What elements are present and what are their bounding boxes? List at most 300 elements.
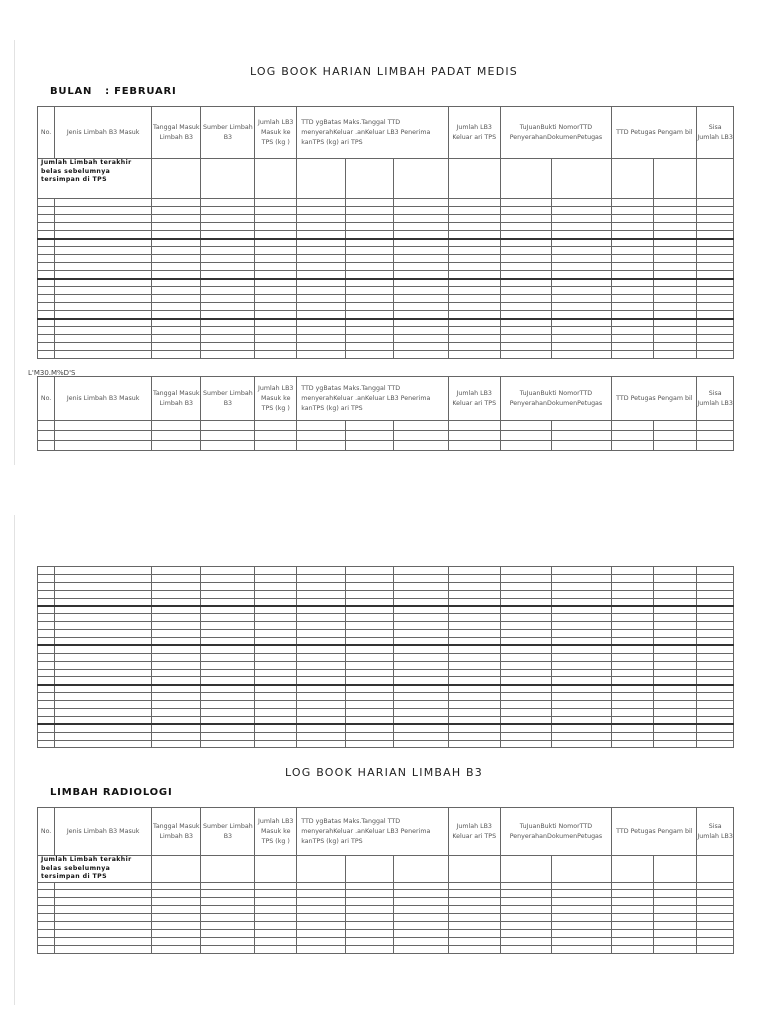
table-cell <box>297 882 345 890</box>
table-cell <box>297 653 345 661</box>
table-cell <box>55 709 152 717</box>
table-cell <box>152 685 201 693</box>
table-cell <box>55 661 152 669</box>
table-cell <box>448 343 500 351</box>
table-row <box>38 223 734 231</box>
table-cell <box>697 255 734 263</box>
table-cell <box>500 343 552 351</box>
table-cell <box>255 287 297 295</box>
table-cell <box>500 207 552 215</box>
table-cell <box>55 590 152 598</box>
table-cell <box>654 598 697 606</box>
table-cell <box>345 590 393 598</box>
table-cell <box>697 231 734 239</box>
table-cell <box>201 921 255 929</box>
table-cell <box>500 598 552 606</box>
table-row <box>38 709 734 717</box>
table-cell <box>394 590 449 598</box>
table-cell <box>448 327 500 335</box>
table-cell <box>297 945 345 953</box>
table-cell <box>552 343 612 351</box>
col-ttd-pengambil: TTD Petugas Pengam bil <box>612 377 697 421</box>
table-cell <box>38 574 55 582</box>
table-cell <box>654 567 697 575</box>
table-cell <box>448 945 500 953</box>
table-cell <box>297 677 345 685</box>
table-cell <box>654 263 697 271</box>
col-tujuan: TuJuanBukti NomorTTD PenyerahanDokumenPetugas <box>500 808 612 856</box>
table-cell <box>552 239 612 247</box>
table-cell <box>38 906 55 914</box>
table-cell <box>654 574 697 582</box>
table-cell <box>201 724 255 732</box>
table-cell <box>552 882 612 890</box>
table-cell <box>552 653 612 661</box>
table-cell <box>255 574 297 582</box>
table-cell <box>500 574 552 582</box>
table-cell <box>255 614 297 622</box>
table-cell <box>552 622 612 630</box>
table-row <box>38 239 734 247</box>
table-cell <box>255 311 297 319</box>
table-row <box>38 590 734 598</box>
table-cell <box>55 921 152 929</box>
table-cell <box>297 701 345 709</box>
table-cell <box>152 441 201 451</box>
table-cell <box>654 431 697 441</box>
table-cell <box>697 295 734 303</box>
table-cell <box>654 247 697 255</box>
table-cell <box>552 669 612 677</box>
table-cell <box>55 685 152 693</box>
table-row <box>38 327 734 335</box>
table-cell <box>255 279 297 287</box>
table-cell <box>152 709 201 717</box>
table-cell <box>55 421 152 431</box>
table-cell <box>55 606 152 614</box>
table-cell <box>38 638 55 646</box>
table-cell <box>654 898 697 906</box>
table-cell <box>345 207 393 215</box>
table-cell <box>552 630 612 638</box>
table-cell <box>697 247 734 255</box>
logbook-table-radiologi <box>37 807 734 954</box>
table-cell <box>654 693 697 701</box>
table-cell <box>394 271 449 279</box>
table-cell <box>152 693 201 701</box>
table-cell <box>201 716 255 724</box>
table-cell <box>38 653 55 661</box>
table-cell <box>297 287 345 295</box>
table-cell <box>697 215 734 223</box>
table-cell <box>552 645 612 653</box>
table-cell <box>394 693 449 701</box>
table-cell <box>297 716 345 724</box>
table-cell <box>654 271 697 279</box>
table-cell <box>654 638 697 646</box>
table-cell <box>654 231 697 239</box>
table-cell <box>201 914 255 922</box>
table-cell <box>697 223 734 231</box>
col-ttd-pengambil: TTD Petugas Pengam bil <box>612 808 697 856</box>
table-cell <box>394 311 449 319</box>
table-cell <box>612 914 654 922</box>
table-cell <box>448 701 500 709</box>
table-cell <box>152 247 201 255</box>
col-jumlah-masuk: Jumlah LB3 Masuk ke TPS (kg ) <box>255 107 297 159</box>
table-cell <box>697 287 734 295</box>
table-cell <box>255 606 297 614</box>
table-cell <box>55 239 152 247</box>
table-cell <box>697 653 734 661</box>
table-cell <box>612 295 654 303</box>
table-cell <box>297 351 345 359</box>
table-cell <box>55 890 152 898</box>
table-cell <box>552 215 612 223</box>
table-cell <box>654 645 697 653</box>
table-cell <box>255 638 297 646</box>
table-cell <box>201 740 255 748</box>
table-cell <box>612 921 654 929</box>
table-cell <box>612 709 654 717</box>
table-cell <box>552 732 612 740</box>
table-cell <box>697 311 734 319</box>
table-cell <box>345 914 393 922</box>
table-cell <box>201 945 255 953</box>
table-cell <box>394 645 449 653</box>
table-cell <box>394 207 449 215</box>
table-cell <box>654 239 697 247</box>
table-cell <box>201 929 255 937</box>
table-cell <box>697 622 734 630</box>
table-cell <box>345 231 393 239</box>
table-cell <box>345 709 393 717</box>
table-cell <box>654 732 697 740</box>
table-cell <box>654 279 697 287</box>
table-cell <box>394 303 449 311</box>
table-cell <box>152 287 201 295</box>
table-cell <box>255 421 297 431</box>
table-cell <box>552 685 612 693</box>
table-cell <box>152 255 201 263</box>
table-cell <box>345 295 393 303</box>
table-row <box>38 303 734 311</box>
table-cell <box>38 914 55 922</box>
table-row <box>38 701 734 709</box>
table-cell <box>500 223 552 231</box>
table-cell <box>697 263 734 271</box>
table-cell <box>394 199 449 207</box>
table-cell <box>612 638 654 646</box>
table-cell <box>152 271 201 279</box>
table-row <box>38 732 734 740</box>
table-cell <box>201 431 255 441</box>
table-cell <box>500 431 552 441</box>
table-cell <box>394 677 449 685</box>
table-cell <box>612 653 654 661</box>
table-cell <box>201 630 255 638</box>
table-cell <box>448 239 500 247</box>
table-cell <box>297 295 345 303</box>
table-row <box>38 567 734 575</box>
col-sisa: Sisa Jumlah LB3 <box>697 377 734 421</box>
table-row <box>38 906 734 914</box>
table-cell <box>500 701 552 709</box>
table-cell <box>297 231 345 239</box>
table-cell <box>152 263 201 271</box>
table-cell <box>654 890 697 898</box>
table-cell <box>297 598 345 606</box>
table-cell <box>255 937 297 945</box>
table-cell <box>55 645 152 653</box>
table-cell <box>448 732 500 740</box>
table-row <box>38 716 734 724</box>
table-cell <box>697 701 734 709</box>
table-cell <box>500 311 552 319</box>
table-row <box>38 890 734 898</box>
table-cell <box>612 215 654 223</box>
table-cell <box>697 724 734 732</box>
table-cell <box>612 223 654 231</box>
table-row <box>38 287 734 295</box>
table-cell <box>500 327 552 335</box>
table-cell <box>500 638 552 646</box>
table-cell <box>500 653 552 661</box>
table-cell <box>654 709 697 717</box>
table-cell <box>201 287 255 295</box>
col-sumber: Sumber Limbah B3 <box>201 107 255 159</box>
table-cell <box>297 732 345 740</box>
table-cell <box>612 327 654 335</box>
table-row <box>38 921 734 929</box>
table-cell <box>345 622 393 630</box>
table-cell <box>152 207 201 215</box>
table-cell <box>448 685 500 693</box>
table-cell <box>297 929 345 937</box>
table-row <box>38 271 734 279</box>
col-ttd-pengambil: TTD Petugas Pengam bil <box>612 107 697 159</box>
table-cell <box>500 929 552 937</box>
table-cell <box>38 279 55 287</box>
table-row <box>38 207 734 215</box>
table-cell <box>448 906 500 914</box>
table-cell <box>201 207 255 215</box>
table-row <box>38 937 734 945</box>
table-cell <box>697 929 734 937</box>
table-cell <box>55 207 152 215</box>
table-cell <box>255 199 297 207</box>
table-cell <box>654 311 697 319</box>
table-cell <box>612 890 654 898</box>
table-cell <box>500 685 552 693</box>
table-cell <box>345 606 393 614</box>
table-cell <box>394 223 449 231</box>
table-cell <box>448 638 500 646</box>
table-cell <box>612 937 654 945</box>
table-cell <box>38 255 55 263</box>
table-cell <box>612 945 654 953</box>
stray-label: L'M30.M%D'S <box>28 369 76 377</box>
table-cell <box>345 319 393 327</box>
table-cell <box>612 303 654 311</box>
table-cell <box>394 295 449 303</box>
table-cell <box>38 263 55 271</box>
table-cell <box>654 614 697 622</box>
table-cell <box>612 661 654 669</box>
table-cell <box>152 732 201 740</box>
table-cell <box>38 890 55 898</box>
table-cell <box>297 343 345 351</box>
col-jumlah-keluar: Jumlah LB3 Keluar ari TPS <box>448 107 500 159</box>
table-cell <box>201 709 255 717</box>
table-cell <box>612 701 654 709</box>
table-cell <box>297 271 345 279</box>
col-ttd-batas: TTD ygBatas Maks.Tanggal TTD menyerahKeluar .anKeluar LB3 Penerima kanTPS (kg) ari TPS <box>297 107 449 159</box>
table-cell <box>38 716 55 724</box>
table-cell <box>552 271 612 279</box>
table-cell <box>38 929 55 937</box>
table-cell <box>297 327 345 335</box>
col-tujuan: TuJuanBukti NomorTTD PenyerahanDokumenPetugas <box>500 377 612 421</box>
table-cell <box>500 740 552 748</box>
table-cell <box>345 421 393 431</box>
table-cell <box>448 622 500 630</box>
table-cell <box>500 914 552 922</box>
table-row <box>38 247 734 255</box>
table-cell <box>612 929 654 937</box>
table-row <box>38 645 734 653</box>
table-cell <box>152 215 201 223</box>
table-cell <box>345 630 393 638</box>
table-cell <box>552 724 612 732</box>
table-cell <box>38 271 55 279</box>
table-cell <box>654 351 697 359</box>
table-row <box>38 295 734 303</box>
table-cell <box>255 740 297 748</box>
table-cell <box>500 693 552 701</box>
table-cell <box>612 622 654 630</box>
table-cell <box>500 199 552 207</box>
table-cell <box>394 669 449 677</box>
table-cell <box>297 223 345 231</box>
table-cell <box>55 255 152 263</box>
table-cell <box>201 421 255 431</box>
table-cell <box>255 653 297 661</box>
table-cell <box>500 606 552 614</box>
table-cell <box>552 311 612 319</box>
table-cell <box>448 669 500 677</box>
table-cell <box>448 716 500 724</box>
table-row <box>38 661 734 669</box>
table-cell <box>297 890 345 898</box>
table-cell <box>500 351 552 359</box>
table-row <box>38 421 734 431</box>
table-cell <box>500 215 552 223</box>
table-row <box>38 898 734 906</box>
table-cell <box>38 431 55 441</box>
table-cell <box>552 582 612 590</box>
table-cell <box>55 898 152 906</box>
table-cell <box>38 207 55 215</box>
table-cell <box>255 567 297 575</box>
table-cell <box>55 724 152 732</box>
table-cell <box>448 199 500 207</box>
table-cell <box>297 661 345 669</box>
table-cell <box>152 677 201 685</box>
table-cell <box>55 630 152 638</box>
table-cell <box>152 303 201 311</box>
table-cell <box>612 898 654 906</box>
table-cell <box>152 431 201 441</box>
table-cell <box>55 327 152 335</box>
table-cell <box>201 271 255 279</box>
table-cell <box>448 311 500 319</box>
table-cell <box>654 335 697 343</box>
table-row <box>38 255 734 263</box>
table-cell <box>255 709 297 717</box>
table-cell <box>345 701 393 709</box>
col-jumlah-masuk: Jumlah LB3 Masuk ke TPS (kg ) <box>255 377 297 421</box>
table-cell <box>255 431 297 441</box>
table-cell <box>55 937 152 945</box>
table-cell <box>500 882 552 890</box>
table-cell <box>500 669 552 677</box>
table-cell <box>55 716 152 724</box>
month-value: : FEBRUARI <box>105 86 177 97</box>
table-cell <box>448 582 500 590</box>
col-jumlah-keluar: Jumlah LB3 Keluar ari TPS <box>448 377 500 421</box>
table-cell <box>697 645 734 653</box>
col-sisa: Sisa Jumlah LB3 <box>697 107 734 159</box>
table-body <box>38 199 734 359</box>
table-cell <box>152 199 201 207</box>
table-cell <box>255 685 297 693</box>
table-cell <box>297 303 345 311</box>
table-cell <box>612 271 654 279</box>
table-cell <box>552 614 612 622</box>
table-cell <box>345 669 393 677</box>
table-cell <box>38 231 55 239</box>
table-cell <box>654 295 697 303</box>
table-cell <box>38 590 55 598</box>
table-cell <box>345 215 393 223</box>
table-row <box>38 614 734 622</box>
table-cell <box>55 431 152 441</box>
table-cell <box>152 335 201 343</box>
table-cell <box>697 921 734 929</box>
table-cell <box>38 421 55 431</box>
table-cell <box>448 351 500 359</box>
table-cell <box>255 582 297 590</box>
table-cell <box>612 311 654 319</box>
table-cell <box>552 945 612 953</box>
table-cell <box>345 271 393 279</box>
table-cell <box>201 263 255 271</box>
table-cell <box>255 343 297 351</box>
table-cell <box>448 898 500 906</box>
table-cell <box>345 685 393 693</box>
table-cell <box>201 701 255 709</box>
table-cell <box>552 914 612 922</box>
table-cell <box>552 287 612 295</box>
page-edge-bottom <box>14 515 15 1005</box>
table-cell <box>152 582 201 590</box>
table-cell <box>152 598 201 606</box>
table-cell <box>654 882 697 890</box>
table-cell <box>201 279 255 287</box>
month-label: BULAN <box>50 86 93 97</box>
table-cell <box>38 287 55 295</box>
